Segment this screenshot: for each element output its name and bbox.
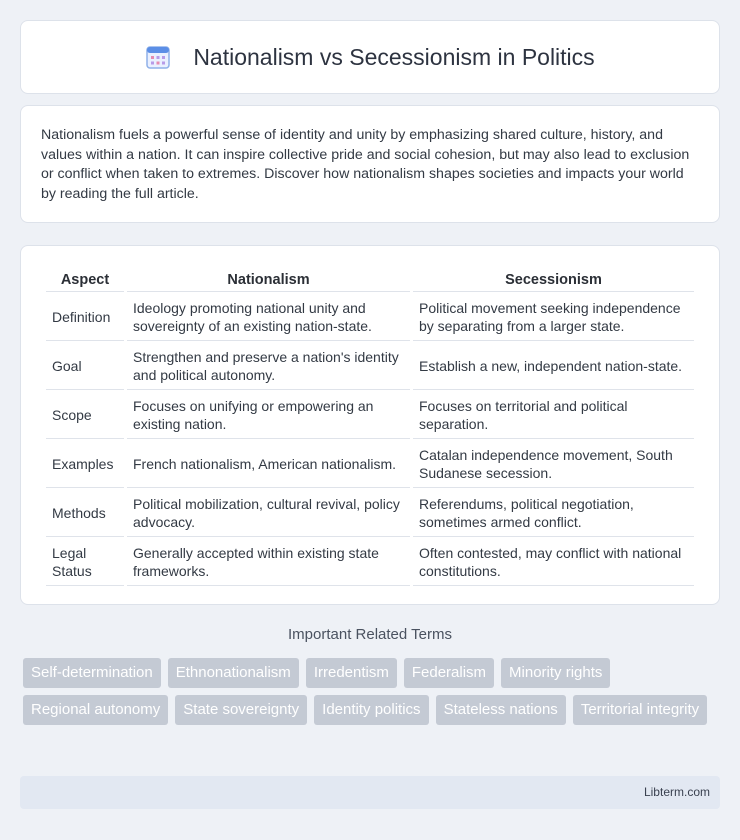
table-row <box>46 441 694 488</box>
related-term-tag[interactable]: Irredentism <box>306 658 397 688</box>
table-row <box>46 343 694 390</box>
related-term-tag[interactable]: Minority rights <box>501 658 610 688</box>
related-term-tag[interactable]: Stateless nations <box>436 695 566 725</box>
page-title: Nationalism vs Secessionism in Politics <box>193 43 595 70</box>
related-term-tag[interactable]: Ethnonationalism <box>168 658 299 688</box>
footer <box>20 776 720 809</box>
intro-text: Nationalism fuels a powerful sense of identity and unity by emphasizing shared culture, history, and values within a nation. It can inspire collective pride and social cohesion, but may also lead to exclusion or conflict when taken to extremes. Discover how nationalism shapes societies and impacts your world by reading the full article. <box>41 127 690 202</box>
table-cell-aspect: Legal Status <box>46 539 124 586</box>
table-cell-nationalism: French nationalism, American nationalism. <box>127 441 410 488</box>
calendar-icon <box>145 44 171 70</box>
related-term-tag[interactable]: Regional autonomy <box>23 695 168 725</box>
related-term-tag[interactable]: Federalism <box>404 658 494 688</box>
table-cell-secessionism: Establish a new, independent nation-state. <box>413 343 694 390</box>
table-row <box>46 490 694 537</box>
column-header-nationalism: Nationalism <box>127 268 410 292</box>
table-cell-aspect: Methods <box>46 490 124 537</box>
related-term-tag[interactable]: Identity politics <box>314 695 428 725</box>
table-cell-secessionism: Referendums, political negotiation, sometimes armed conflict. <box>413 490 694 537</box>
related-term-tag[interactable]: State sovereignty <box>175 695 307 725</box>
table-cell-aspect: Scope <box>46 392 124 439</box>
table-row <box>46 539 694 586</box>
column-header-secessionism: Secessionism <box>413 268 694 292</box>
footer-site-link[interactable]: Libterm.com <box>643 785 710 799</box>
related-term-tag[interactable]: Territorial integrity <box>573 695 707 725</box>
comparison-table <box>43 266 697 588</box>
intro-card <box>20 105 720 223</box>
table-cell-nationalism: Strengthen and preserve a nation's identity and political autonomy. <box>127 343 410 390</box>
table-cell-secessionism: Political movement seeking independence by separating from a larger state. <box>413 294 694 341</box>
table-cell-nationalism: Generally accepted within existing state frameworks. <box>127 539 410 586</box>
table-cell-aspect: Examples <box>46 441 124 488</box>
related-term-tag[interactable]: Self-determination <box>23 658 161 688</box>
related-terms-heading: Important Related Terms <box>288 626 452 643</box>
table-row <box>46 294 694 341</box>
title-card <box>20 20 720 94</box>
table-cell-secessionism: Often contested, may conflict with national constitutions. <box>413 539 694 586</box>
table-cell-secessionism: Focuses on territorial and political separation. <box>413 392 694 439</box>
table-cell-nationalism: Focuses on unifying or empowering an existing nation. <box>127 392 410 439</box>
table-cell-aspect: Definition <box>46 294 124 341</box>
table-cell-nationalism: Political mobilization, cultural revival, policy advocacy. <box>127 490 410 537</box>
table-row <box>46 392 694 439</box>
comparison-table-card <box>20 245 720 605</box>
column-header-aspect: Aspect <box>46 268 124 292</box>
table-cell-secessionism: Catalan independence movement, South Sudanese secession. <box>413 441 694 488</box>
related-terms-list <box>23 658 723 725</box>
table-cell-aspect: Goal <box>46 343 124 390</box>
table-cell-nationalism: Ideology promoting national unity and sovereignty of an existing nation-state. <box>127 294 410 341</box>
table-header-row <box>46 268 694 292</box>
